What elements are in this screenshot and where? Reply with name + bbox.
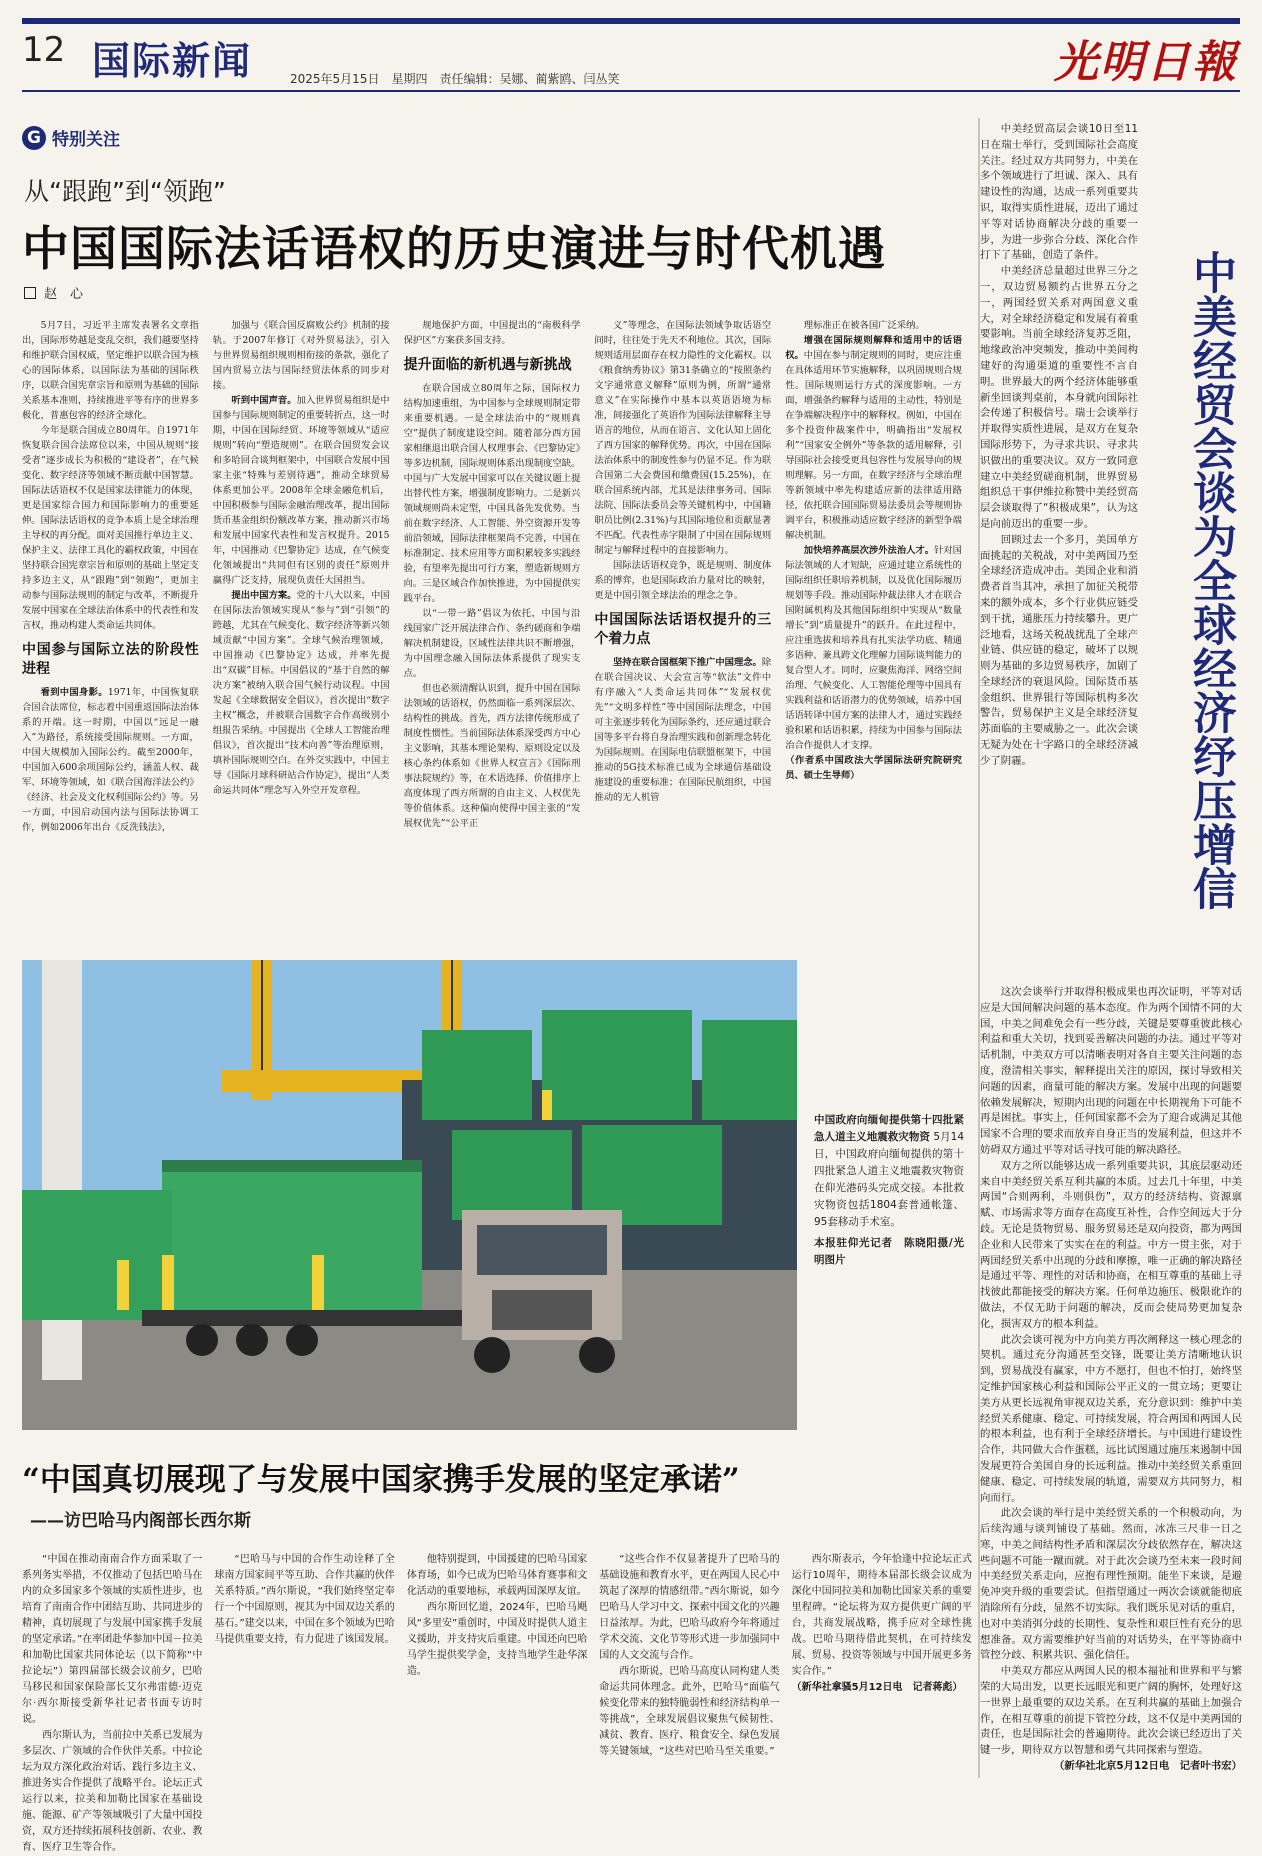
- paragraph: [213, 393, 390, 588]
- paragraph: [22, 685, 199, 835]
- paragraph: 回顾过去一个多月，美国单方面挑起的关税战，对中美两国乃至全球经济造成冲击。美国企业和消费者首当其冲，承担了加征关税带来的额外成本，多个行业供应链受到干扰，通胀压力持续攀升。更广泛地看，这场关税战扰乱了全球产业链、供应链的稳定，破坏了以规则为基础的多边贸易秩序，加剧了全球经济的衰退风险。国际货币基金组织、世界银行等国际机构多次警告，贸易保护主义是全球经济复苏面临的主要威胁之一。此次会谈无疑为处在十字路口的全球经济减少了阴霾。: [980, 533, 1138, 767]
- paragraph: [785, 333, 962, 543]
- paragraph-lead: 加快培养高层次涉外法治人才。: [803, 545, 935, 556]
- paragraph: 5月7日，习近平主席发表署名文章指出，国际形势越是变乱交织，我们越要坚持和维护联合国权威，坚定维护以联合国为核心的国际体系，以国际法为基础的国际秩序，以联合国宪章宗旨和原则为基础的国际关系基本准则，持续推进平等有序的世界多极化，普惠包容的经济全球化。: [22, 320, 199, 421]
- paragraph: [785, 543, 962, 753]
- paragraph: [594, 655, 771, 805]
- interview-column-4: [599, 1552, 779, 1784]
- paragraph-body: 加入世界贸易组织是中国参与国际规则制定的重要转折点，这一时期，中国在国际经贸、环境等领域从“适应规则”转向“塑造规则”。在联合国贸发会议和多哈回合谈判框架中，中国联合发展中国家主张“特殊与差别待遇”，推动全球贸易体系更加公平。2008年全球金融危机后，中国积极参与国际金融治理改革，提出国际货币基金组织份额改革方案，推动新兴市场和发展中国家代表性和发言权提升。2015年，中国推动《巴黎协定》达成，在气候变化领域提出“共同但有区别的责任”原则并赢得广泛支持，展现负责任大国担当。: [212, 395, 390, 586]
- paragraph: “这些合作不仅显著提升了巴哈马的基础设施和教育水平，更在两国人民心中筑起了深厚的情感纽带。”西尔斯说，如今巴哈马人学习中文、探索中国文化的兴趣日益浓厚。为此，巴哈马政府今年将通过学术交流、文化节等形式进一步加强同中国的人文交流与合作。: [599, 1554, 780, 1661]
- paragraph: 他特别提到，中国援建的巴哈马国家体育场，如今已成为巴哈马体育赛事和文化活动的重要地标，承载两国深厚友谊。: [406, 1554, 588, 1597]
- paragraph: [213, 588, 390, 798]
- paragraph: 国际法话语权竞争，既是规则、制度体系的博弈，也是国际政治力量对比的映射，更是中国引领全球法治的理念之争。: [594, 560, 772, 601]
- paragraph: 义”等理念，在国际法领域争取话语空间时，往往处于先天不利地位。其次，国际规则适用层面存在权力隐性的文化霸权。以《粮食纳秀协议》第31条确立的“按照条约文字通常意义解释”原则为例，所谓“通常意义”在实际操作中基本以英语语境为标准，间接强化了英语作为国际法律解释主导语言的地位，从而在语言、文化认知上固化了西方国家的解释优势。再次，中国在国际法治体系中的制度性参与仍显不足。作为联合国第二大会费国和缴费国(15.25%)，在联合国系统内部，尤其是法律事务司、国际法院、国际法委员会等关键机构中，中国籍职员比例(2.31%)与其国际地位和贡献显著不匹配。代表性赤字限制了中国在国际规则制定与解释过程中的直接影响力。: [594, 320, 772, 556]
- interview-column-1: [22, 1552, 203, 1853]
- paragraph: 中美经贸高层会谈10日至11日在瑞士举行，受到国际社会高度关注。经过双方共同努力，中美在多个领域进行了坦诚、深入、具有建设性的沟通，达成一系列重要共识，取得实质性进展，迈出了通过平等对话协商解决分歧的重要一步，为进一步弥合分歧、深化合作打下了基础，创造了条件。: [980, 123, 1138, 262]
- issue-meta: 2025年5月15日 星期四 责任编辑：吴娜、蔺紫鸥、闫丛笑: [290, 72, 620, 86]
- paragraph: “巴哈马与中国的合作生动诠释了全球南方国家间平等互助、合作共赢的伙伴关系特质。”西尔斯说，“我们始终坚定奉行一个中国原则，视其为中国双边关系的基石。”建交以来，中国在多个领域为巴哈马提供重要支持，有力促进了该国发展。: [214, 1554, 395, 1645]
- paragraph: 此次会谈的举行是中美经贸关系的一个积极动向，为后续沟通与谈判铺设了基础。然而，冰冻三尺非一日之寒，中美之间结构性矛盾和深层次分歧依然存在，解决这些问题不可能一蹴而就。对于此次会谈乃至未来一段时间中美经贸关系走向，应抱有理性预期。能坐下来谈，是避免冲突升级的重要尝试。但指望通过一两次会谈就能彻底消除所有分歧，显然不切实际。我们既乐见对话的重启，也对中美消弭分歧的长期性、复杂性和艰巨性有充分的思想准备。双方需要维护好当前的对话势头，在平等协商中管控分歧、积累共识、强化信任。: [980, 1507, 1242, 1662]
- feature-column-3: [404, 318, 581, 946]
- paragraph-body: 党的十八大以来，中国在国际法治领域实现从“参与”到“引领”的跨越，尤其在气候变化、数字经济等新兴领域贡献“中国方案”。全球气候治理领域，中国推动《巴黎协定》达成，并率先提出“双碳”目标。中国倡议的“基于自然的解决方案”被纳入联合国气候行动议程。中国发起《全球数据安全倡议》，首次提出“数字主权”概念，并被联合国数字合作高级别小组报告采纳。中国提出《全球人工智能治理倡议》，首次提出“技术向善”等治理原则，填补国际规则空白。在外交实践中，中国主导《国际月球科研站合作协定》，提出“人类命运共同体”理念写入外空开发章程。: [212, 590, 390, 796]
- feature-column-1: [22, 318, 199, 946]
- interview-subtitle: ——访巴哈马内阁部长西尔斯: [30, 1511, 251, 1531]
- feature-column-4: [594, 318, 771, 946]
- paragraph: 加强与《联合国反腐败公约》机制的接轨。于2007年修订《对外贸易法》，引入与世界贸易组织规则相衔接的条款，强化了国内贸易立法与国际经贸法体系的同步对接。: [212, 320, 390, 391]
- paragraph: 中美双方都应从两国人民的根本福祉和世界和平与繁荣的大局出发，以更长远眼光和更广阔的胸怀，处理好这一世界上最重要的双边关系。在互利共赢的基础上加强合作，在相互尊重的前提下管控分歧，这不仅是中美两国的责任，也是国际社会的普遍期待。此次会谈已经迈出了关键一步，期待双方以智慧和勇气共同探索与塑造。: [980, 1665, 1242, 1757]
- paragraph-lead: 坚持在联合国框架下推广中国理念。: [612, 657, 762, 668]
- caption-body: 5月14日，中国政府向缅甸提供的第十四批紧急人道主义地震救灾物资在仰光港码头完成交接。本批救灾物资包括1804套普通帐篷、95套移动手术室。: [814, 1131, 965, 1228]
- paragraph: 在联合国成立80周年之际，国际权力结构加速重组，为中国参与全球规则制定带来重要机遇。一是全球法治中的“规则真空”提供了制度建设空间。随着部分西方国家相继退出联合国人权理事会、《巴黎协定》等多边机制，国际规则体系出现制度空缺。中国与广大发展中国家可以在关键议题上提出替代性方案，增强制度影响力。二是新兴领域规则尚未定型，中国具备先发优势。当前在数字经济、人工智能、外空资源开发等前沿领域，国际法律框架尚不完善，中国在标准制定、技术应用等方面积累较多实践经验，有望率先提出可行方案，塑造新规则方向。三是区域合作加快推进，为中国提供实践平台。: [403, 383, 581, 604]
- paragraph: 西尔斯说，巴哈马高度认同构建人类命运共同体理念。此外，巴哈马“面临气候变化带来的独特脆弱性和经济结构单一等挑战”，全球发展倡议聚焦气候韧性、减贫、教育、医疗、粮食安全、绿色发展等关键领域，“这些对巴哈马至关重要。”: [599, 1666, 780, 1757]
- byline-box-icon: [24, 287, 36, 299]
- paragraph: 规地保护方面，中国提出的“南极科学保护区”方案获多国支持。: [403, 320, 581, 346]
- paragraph-body: 中国在参与制定规则的同时，更应注重在具体适用环节实施解释，以巩固规则合规性。国际规则运行方式的深度影响。一方面，增强条约解释与适用的主动性，特别是在争端解决程序中的解释权。例如，中国在多个投资仲裁案件中，明确指出“发展权利”“国家安全例外”等条款的适用解释，引导国际社会接受更具包容性与发展导向的规则理解。另一方面，在数字经济与全球治理等新领域中率先构建适应新的法律适用路径，依托联合国国际贸易法委员会等规则协调平台，积极推动适应数字经济的新型争端解决机制。: [785, 350, 962, 541]
- paragraph: 这次会谈举行并取得积极成果也再次证明，平等对话应是大国间解决问题的基本态度。作为两个国情不同的大国，中美之间难免会有一些分歧，关键是要尊重彼此核心利益和重大关切，找到妥善解决问题的办法。通过平等对话机制，中美双方可以清晰表明对各自主要关注问题的态度，澄清相关事实，解释提出关注的原因，探讨导致相关问题的因素，商量可能的解决方案。发展中出现的问题要依赖发展解决，短期内出现的问题在中长期视角下可能不再是困扰。事实上，任何国家都不会为了迎合或满足其他国家不合理的要求而放弃自身正当的发展利益，但这并不妨碍双方通过平等对话寻找可能的解决路径。: [980, 986, 1242, 1156]
- paragraph-body: 1971年，中国恢复联合国合法席位，标志着中国重返国际法治体系的开端。这一时期，中国以“远足一融入”为路径，系统接受国际规则。一方面，中国大规模加入国际公约。截至2000年，中国加入600余项国际公约，涵盖人权、裁军、环境等领域，如《联合国海洋法公约》《经济、社会及文化权利国际公约》等。另一方面，中国启动国内法与国际法协调工作，例如2006年出台《反洗钱法》，: [22, 687, 199, 833]
- paragraph-lead: 增强在国际规则解释和适用中的话语权。: [785, 335, 962, 361]
- article-kicker: 从“跟跑”到“领跑”: [24, 177, 226, 206]
- caption-title: 中国政府向缅甸提供第十四批紧急人道主义地震救灾物资: [814, 1114, 964, 1143]
- side-article-lower: [980, 985, 1242, 1775]
- side-article-title: 中美经贸会谈为全球经济纾压增信: [1185, 250, 1236, 910]
- paragraph: 西尔斯表示，今年恰逢中拉论坛正式运行10周年，期待本届部长级会议成为深化中国同拉美和加勒比国家关系的重要里程碑。“论坛将为双方提供更广阔的平台，共商发展战略，携手应对全球性挑战。巴哈马期待借此契机，在可持续发展、贸易、投资等领域与中国开展更多务实合作。”: [791, 1554, 973, 1677]
- paragraph: 今年是联合国成立80周年。自1971年恢复联合国合法席位以来，中国从规则“接受者”逐步成长为积极的“建设者”，在气候变化、数字经济等领域不断贡献中国智慧。国际法话语权不仅是国家法律能力的体现，更是国家综合国力和国际影响力的重要延伸。国际法话语权的竞争本质上是全球治理主导权的再分配。面对美国推行单边主义、保护主义、法律工具化的霸权政策，中国在坚持联合国宪章宗旨和原则的基础上坚定支持多边主义，从“跟跑”到“领跑”，更加主动参与国际法规则的制定与改革，不断提升发展中国家在全球法治体系中的代表性和发言权，推动构建人类命运共同体。: [22, 425, 199, 631]
- paragraph: 以“一带一路”倡议为依托，中国与沿线国家广泛开展法律合作、条约磋商和争端解决机制建设，区域性法律共识不断增强，为中国理念融入国际法体系提供了现实支点。: [403, 608, 581, 679]
- paragraph: “中国在推动南南合作方面采取了一系列务实举措，不仅推动了包括巴哈马在内的众多国家多个领域的实质性进步，也培育了南南合作中团结互助、共同进步的精神，真切展现了与发展中国家携手发展的坚定承诺。”在率团赴华参加中国－拉美和加勒比国家共同体论坛（以下简称“中拉论坛”）第四届部长级会议前夕，巴哈马移民和国家保险部长艾尔弗雷德·迈克尔·西尔斯接受新华社记者书面专访时说。: [22, 1554, 203, 1725]
- feature-tag-label: 特别关注: [52, 130, 120, 150]
- article-byline: [24, 283, 83, 302]
- caption-credit: 本报驻仰光记者 陈晓阳摄/光明图片: [814, 1237, 964, 1266]
- feature-column-2: [213, 318, 390, 946]
- section-heading: 中国国际法话语权提升的三个着力点: [594, 612, 772, 647]
- author-note: （作者系中国政法大学国际法研究院研究员、硕士生导师）: [785, 755, 962, 781]
- feature-tag: [22, 125, 120, 150]
- top-rule: [22, 18, 1240, 24]
- paragraph: 双方之所以能够达成一系列重要共识，其底层驱动还来自中美经贸关系互利共赢的本质。过去几十年里，中美两国“合则两利，斗则俱伤”，双方的经济结构、资源禀赋、市场需求等方面存在高度互补性，合作空间远大于分歧。无论是货物贸易、服务贸易还是双向投资，都为两国企业和人民带来了实实在在的利益。中方一贯主张，对于两国经贸关系中出现的分歧和摩擦，唯一正确的解决路径是通过平等、理性的对话和协商，在相互尊重的基础上寻找彼此都能接受的解决方案。任何单边施压、极限讹诈的做法，不仅无助于问题的解决，反而会使局势更加复杂化，损害双方的根本利益。: [980, 1159, 1242, 1330]
- header-rule: [22, 90, 1240, 92]
- page-number: 12: [22, 30, 66, 70]
- feature-column-5: [785, 318, 962, 946]
- news-photo: [22, 960, 797, 1430]
- paragraph-lead: 提出中国方案。: [231, 590, 297, 601]
- port-cargo-photo: [22, 960, 797, 1430]
- article-headline: 中国国际法话语权的历史演进与时代机遇: [22, 222, 886, 277]
- interview-column-2: [214, 1552, 394, 1784]
- interview-columns: [22, 1552, 973, 1853]
- paragraph: 中美经济总量超过世界三分之一，双边贸易额约占世界五分之一，两国经贸关系对两国意义重大，对全球经济稳定和发展有着重要影响。当前全球经济复苏乏阻，地缘政治冲突频发，推动中美间构建好的沟通渠道的重要性不言自明。世界最大的两个经济体能够重新坐回谈判桌前，本身就向国际社会传递了积极信号。瑞士会谈举行并取得实质性进展，是双方在复杂国际形势下，为寻求共识、寻求共识做出的重要决议。双方一致同意建立中美经贸磋商机制，世界贸易组织总干事伊维拉称赞中美经贸高层会谈取得了“积极成果”，认为这是向前迈出的重要一步。: [980, 265, 1138, 530]
- photo-caption: [814, 1112, 964, 1269]
- paragraph: 此次会谈可视为中方向美方再次阐释这一核心理念的契机。通过充分沟通甚至交锋，既要让美方清晰地认识到，贸易战没有赢家，中方不愿打，但也不怕打，始终坚定维护国家核心利益和国际公平正义的一贯立场；更要让美方从更长远视角审视双边关系，充分意识到：维护中美经贸关系健康、稳定、可持续发展，符合两国和两国人民的根本利益，也有利于全球经济增长。与中国进行建设性合作，共同做大合作蛋糕，远比试图通过施压来遏制中国发展更符合美国自身的长远利益。推动中美经贸关系重回健康、稳定、可持续发展的轨道，需要双方共同努力，相向而行。: [980, 1333, 1242, 1504]
- interview-column-3: [407, 1552, 587, 1784]
- paragraph: 西尔斯回忆道，2024年，巴哈马飓风“多里安”重创时，中国及时提供人道主义援助，并支持灾后重建。中国还向巴哈马学生提供奖学金，支持当地学生赴华深造。: [406, 1602, 588, 1677]
- interview-credit: （新华社拿骚5月12日电 记者蒋彪）: [791, 1682, 963, 1693]
- g-logo-icon: G: [22, 126, 46, 150]
- paragraph-body: 除在联合国决议、大会宣言等“软法”文件中有序融入“人类命运共同体”“发展权优先”“文明多样性”等中国国际法理念，中国可主张逐步转化为国际条约，还应通过联合国等多平台将自身治理实践和创新理念转化为国际规则。在国际电信联盟框架下，中国推动的5G技术标准已成为全球通信基础设施建设的重要标准；在国际民航组织，中国推动的无人机管: [594, 657, 772, 803]
- paragraph: 但也必须清醒认识到，提升中国在国际法领域的话语权，仍然面临一系列深层次、结构性的挑战。首先，西方法律传统形成了制度性惯性。当前国际法体系深受西方中心主义影响，其基本理论架构、原则设定以及核心条约体系如《世界人权宣言》《国际刑事法院规约》等，在术语选择、价值排序上高度体现了西方所谓的自由主义、人权优先等价值体系。这种偏向使得中国主张的“发展权优先”“公平正: [403, 683, 581, 829]
- masthead-logo: 光明日報: [1054, 37, 1238, 88]
- feature-columns: [22, 318, 962, 946]
- section-heading: 中国参与国际立法的阶段性进程: [22, 642, 199, 677]
- paragraph: 理标准正在被各国广泛采纳。: [803, 320, 925, 331]
- byline-author: 赵 心: [44, 287, 84, 302]
- side-article-credit: （新华社北京5月12日电 记者叶书宏）: [1054, 1760, 1242, 1773]
- paragraph: 西尔斯认为，当前拉中关系已发展为多层次、广领域的合作伙伴关系。中拉论坛为双方深化政治对话、践行多边主义、推进务实合作提供了战略平台。论坛正式运行以来，拉美和加勒比国家在基础设施、能源、矿产等领域吸引了大量中国投资，双方还持续拓展科技创新、农业、教育、医疗卫生等合作。: [22, 1730, 203, 1853]
- interview-column-5: [792, 1552, 972, 1784]
- interview-headline: “中国真切展现了与发展中国家携手发展的坚定承诺”: [22, 1462, 740, 1498]
- paragraph-lead: 看到中国身影。: [40, 687, 108, 698]
- paragraph-lead: 听到中国声音。: [231, 395, 297, 406]
- section-title: 国际新闻: [92, 39, 253, 83]
- section-heading: 提升面临的新机遇与新挑战: [403, 357, 572, 373]
- paragraph-body: 针对国际法领域的人才短缺，应通过建立系统性的国际组织任职培养机制，以及优化国际履历规划等手段。推动国际仲裁法律人才在联合国附属机构及其他国际组织中实现从“数量增长”到“质量提升”的跃升。在此过程中，应注重选拔和培养具有扎实法学功底、精通多语种、兼具跨文化理解力国际谈判能力的复合型人才。同时，应聚焦海洋、网络空间治理、气候变化、人工智能伦理等中国具有实践利益和话语潜力的优势领域，培养中国话语转译中国方案的法律人才，通过实践经验积累和话语积累，持续为中国参与国际法治合作提供人才支撑。: [785, 545, 962, 751]
- side-article-upper: [980, 122, 1138, 982]
